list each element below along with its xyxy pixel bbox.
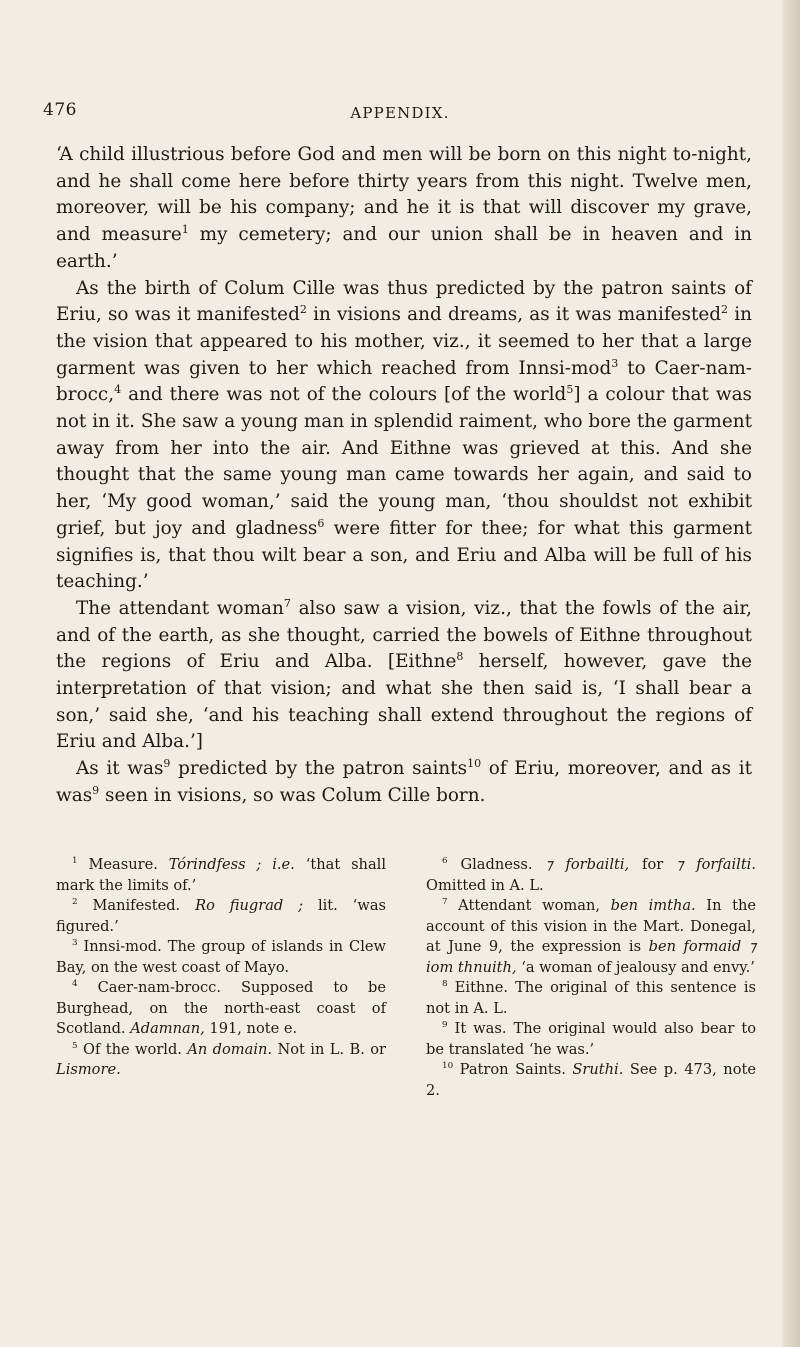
- text-run: Not in L. B. or: [272, 1040, 386, 1058]
- footnote: [426, 855, 756, 896]
- footnote: [56, 978, 386, 1040]
- text-run: ‘a woman of jealousy and envy.’: [516, 958, 755, 976]
- text-run: Omitted in A. L.: [426, 876, 544, 894]
- footnote-ref: 10: [442, 1061, 454, 1072]
- text-run: of Eriu, moreover, and as it was: [56, 758, 753, 806]
- page-number: 476: [43, 100, 77, 120]
- footnote-ref: 4: [72, 979, 78, 990]
- paragraph: [56, 756, 752, 809]
- footnote: [56, 896, 386, 937]
- text-run: in the vision that appeared to his mother, viz., it seemed to her that a large garment was given to her which reached from Innsi-mod: [56, 304, 752, 379]
- text-run: lit. ‘was figured.’: [56, 897, 387, 935]
- text-run: predicted by the patron saints: [170, 758, 468, 780]
- text-run: Of the world.: [77, 1040, 188, 1058]
- footnote-ref: 9: [442, 1020, 448, 1031]
- paragraph: [56, 142, 752, 276]
- footnote-ref: 10: [467, 757, 482, 771]
- footnote-ref: 8: [456, 650, 464, 664]
- footnote-ref: 6: [317, 516, 325, 530]
- footnote-ref: 9: [92, 783, 100, 797]
- italic-text: Lismore.: [56, 1061, 121, 1078]
- footnote: [426, 978, 756, 1019]
- footnote-ref: 2: [72, 897, 78, 908]
- italic-text: ben imtha.: [610, 897, 696, 914]
- footnote-ref: 7: [283, 596, 291, 610]
- footnote-ref: 4: [114, 383, 122, 397]
- text-run: and there was not of the colours [of the world: [121, 384, 567, 406]
- footnote-ref: 1: [72, 856, 78, 867]
- italic-text: An domain.: [187, 1040, 273, 1058]
- text-run: seen in visions, so was Colum Cille born.: [99, 784, 486, 806]
- text-run: Eithne. The original of this sentence is not in A. L.: [426, 979, 756, 1017]
- text-run: were fitter for thee; for what this garment signifies is, that thou wilt bear a son, and Eriu and Alba will be full of his teaching.’: [56, 517, 752, 593]
- italic-text: Ro fiugrad ;: [195, 897, 304, 914]
- text-run: ] a colour that was not in it. She saw a young man in splendid raiment, who bore the garment away from her into the air. And Eithne was grieved at this. And she thought that the same young man came towards her again, and said to her, ‘My good woman,’ said the young man, ‘thou shouldst not exhibit grief, but joy and gladness: [56, 384, 752, 539]
- text-run: my cemetery; and our union shall be in heaven and in earth.’: [56, 224, 752, 272]
- italic-text: Sruthi.: [572, 1061, 624, 1078]
- footnote-ref: 2: [721, 303, 729, 317]
- text-run: Innsi-mod. The group of islands in Clew Bay, on the west coast of Mayo.: [56, 938, 386, 976]
- paragraph: [56, 276, 752, 596]
- text-run: Gladness.: [447, 856, 546, 873]
- text-run: See p. 473, note 2.: [426, 1061, 756, 1099]
- text-run: Measure.: [77, 856, 169, 873]
- running-head: APPENDIX.: [350, 104, 450, 122]
- text-run: ‘A child illustrious before God and men will be born on this night to-night, and he shall come here before thirty years from this night. Twelve men, moreover, will be his company; and he it is that will discover my grave, and measure: [56, 144, 752, 246]
- text-run: herself, however, gave the interpretation of that vision; and what she then said is, ‘I shall bear a son,’ said she, ‘and his teaching shall extend throughout the regions of Eriu and Alba.’]: [56, 651, 752, 753]
- footnote: [56, 1040, 386, 1081]
- footnote: [426, 1060, 756, 1101]
- italic-text: Adamnan,: [130, 1020, 205, 1037]
- text-run: Attendant woman,: [447, 897, 611, 914]
- footnote-ref: 7: [442, 897, 448, 908]
- text-run: also saw a vision, viz., that the fowls of the air, and of the earth, as she thought, carried the bowels of Eithne throughout the regions of Eriu and Alba. [Eithne: [56, 597, 752, 673]
- footnote: [426, 1019, 756, 1060]
- text-run: In the account of this vision in the Mart. Donegal, at June 9, the expression is: [426, 897, 756, 955]
- text-run: to Caer-nam-brocc,: [56, 357, 752, 406]
- footnote: [426, 896, 756, 978]
- footnote-ref: 6: [442, 856, 448, 867]
- italic-text: ⁊ forfailti.: [676, 856, 756, 873]
- italic-text: ⁊ forbailti,: [545, 856, 630, 873]
- footnotes-right-column: [426, 855, 756, 1101]
- footnote-ref: 5: [72, 1040, 78, 1051]
- text-run: Patron Saints.: [453, 1061, 573, 1078]
- footnote-ref: 8: [442, 979, 448, 990]
- footnote-ref: 9: [163, 757, 171, 771]
- footnote-ref: 5: [566, 383, 574, 397]
- footnote-ref: 2: [299, 303, 307, 317]
- italic-text: ben formaid ⁊ iom thnuith,: [426, 938, 756, 976]
- footnote: [56, 855, 386, 896]
- footnotes: [56, 855, 756, 1101]
- text-run: As the birth of Colum Cille was thus predicted by the patron saints of Eriu, so was it manifested: [56, 277, 752, 326]
- page-edge: [782, 0, 800, 1347]
- text-run: for: [629, 856, 677, 873]
- text-run: As it was: [76, 758, 164, 780]
- text-run: ‘that shall mark the limits of.’: [56, 856, 386, 894]
- footnote-ref: 3: [611, 356, 619, 370]
- italic-text: Tórindfess ; i.e.: [168, 856, 295, 873]
- footnote: [56, 937, 386, 978]
- text-run: in visions and dreams, as it was manifested: [306, 304, 722, 326]
- text-run: 191, note e.: [204, 1020, 298, 1037]
- footnote-ref: 1: [181, 222, 189, 236]
- text-run: It was. The original would also bear to be translated ‘he was.’: [426, 1020, 756, 1058]
- footnotes-left-column: [56, 855, 386, 1101]
- footnote-ref: 3: [72, 938, 78, 949]
- paragraph: [56, 596, 752, 756]
- text-run: Manifested.: [77, 897, 196, 914]
- text-run: The attendant woman: [76, 597, 284, 619]
- text-run: Caer-nam-brocc. Supposed to be Burghead, on the north-east coast of Scotland.: [56, 979, 386, 1037]
- body-text: [56, 142, 752, 810]
